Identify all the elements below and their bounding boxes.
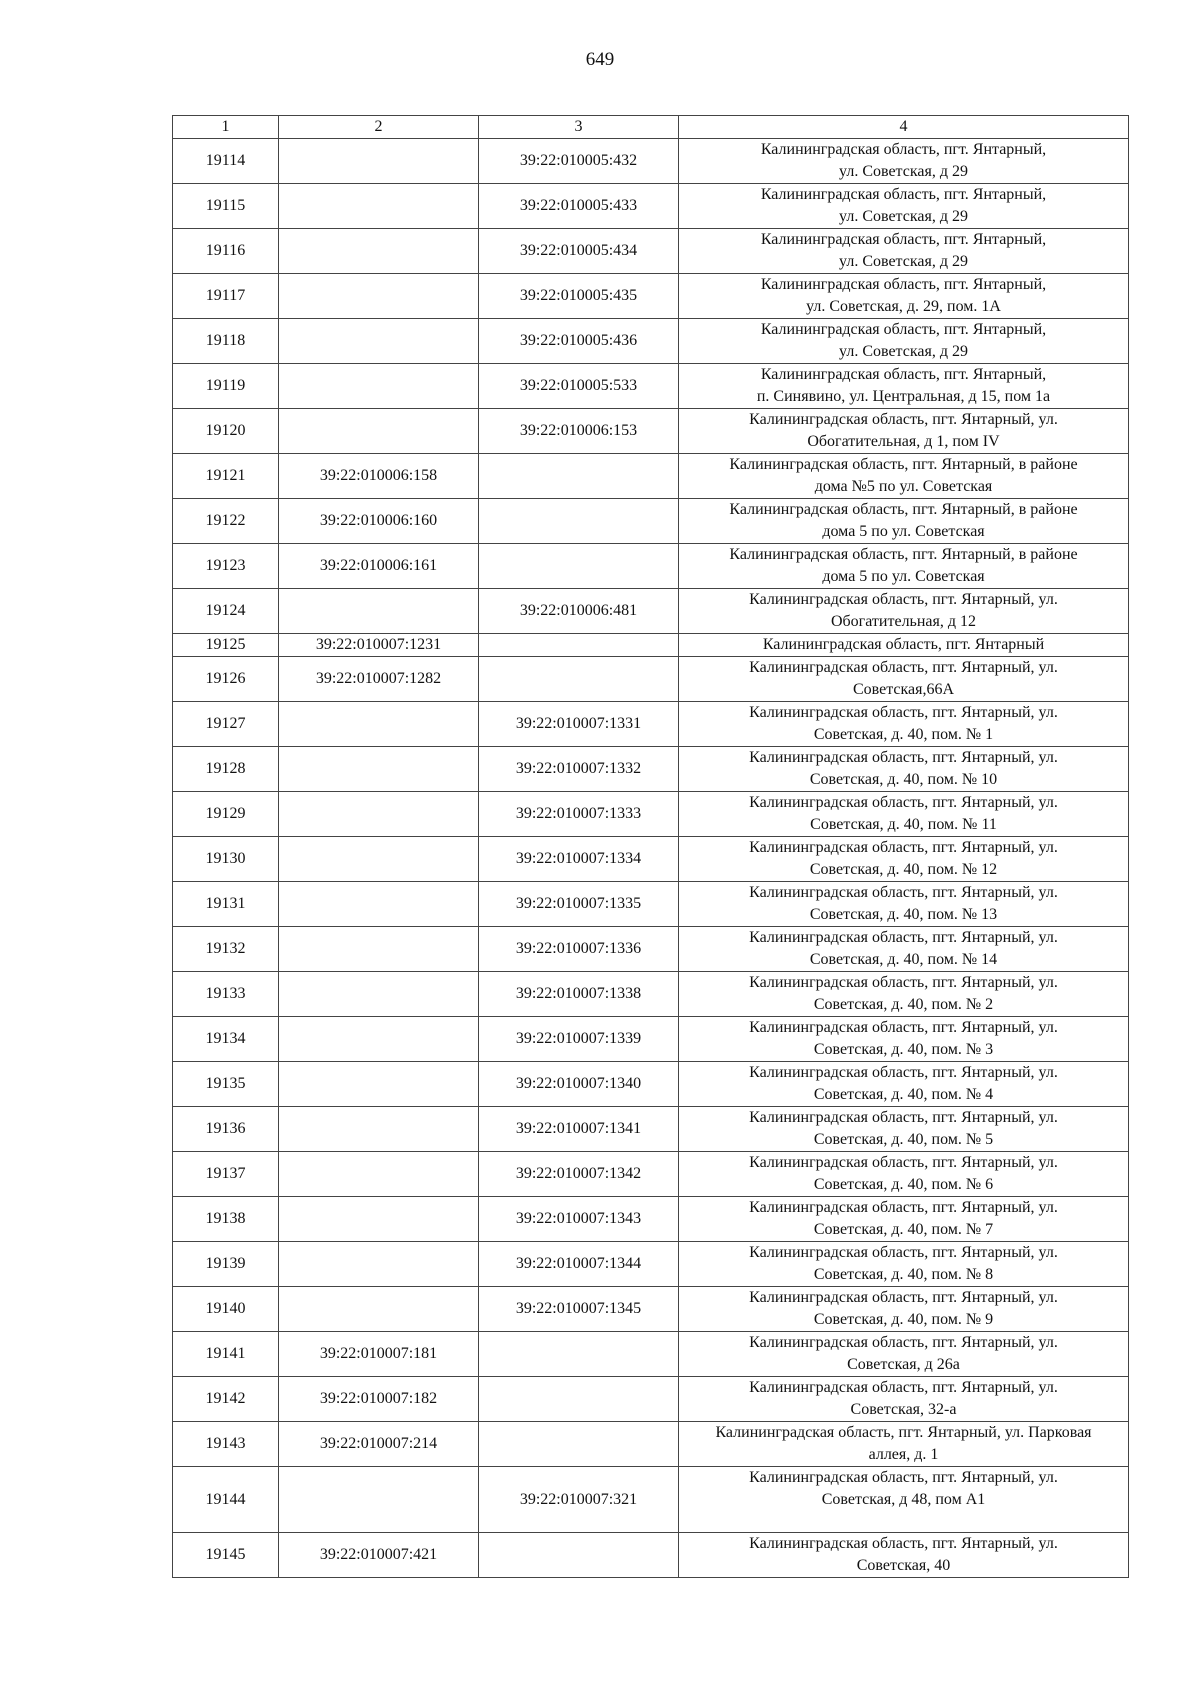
address-line-1: Калининградская область, пгт. Янтарный, ул. bbox=[749, 1379, 1058, 1396]
cadastral-number-col2: 39:22:010007:421 bbox=[279, 1533, 479, 1578]
table-row bbox=[173, 1242, 1129, 1287]
cadastral-number-col3 bbox=[479, 499, 679, 544]
cadastral-number-col2 bbox=[279, 1197, 479, 1242]
cadastral-number-col2 bbox=[279, 837, 479, 882]
address-cell bbox=[679, 882, 1129, 927]
table-row bbox=[173, 747, 1129, 792]
header-col-1: 1 bbox=[173, 116, 279, 139]
row-number: 19144 bbox=[173, 1467, 279, 1533]
cadastral-number-col3: 39:22:010007:1335 bbox=[479, 882, 679, 927]
cadastral-number-col3: 39:22:010006:153 bbox=[479, 409, 679, 454]
address-line-1: Калининградская область, пгт. Янтарный, ул. bbox=[749, 659, 1058, 676]
cadastral-number-col3: 39:22:010007:1333 bbox=[479, 792, 679, 837]
row-number: 19134 bbox=[173, 1017, 279, 1062]
table-row bbox=[173, 139, 1129, 184]
row-number: 19115 bbox=[173, 184, 279, 229]
address-line-1: Калининградская область, пгт. Янтарный, bbox=[760, 366, 1047, 383]
cadastral-number-col2 bbox=[279, 274, 479, 319]
row-number: 19141 bbox=[173, 1332, 279, 1377]
row-number: 19116 bbox=[173, 229, 279, 274]
table-row bbox=[173, 364, 1129, 409]
table-row bbox=[173, 1533, 1129, 1578]
header-row bbox=[173, 116, 1129, 139]
cadastral-number-col2 bbox=[279, 1467, 479, 1533]
row-number: 19130 bbox=[173, 837, 279, 882]
cadastral-number-col2 bbox=[279, 229, 479, 274]
address-cell bbox=[679, 139, 1129, 184]
address-line-1: Калининградская область, пгт. Янтарный, ул. bbox=[749, 704, 1058, 721]
cadastral-number-col3: 39:22:010005:436 bbox=[479, 319, 679, 364]
address-line-1: Калининградская область, пгт. Янтарный, ул. bbox=[749, 1199, 1058, 1216]
address-cell bbox=[679, 1062, 1129, 1107]
address-cell bbox=[679, 792, 1129, 837]
cadastral-number-col3: 39:22:010007:1331 bbox=[479, 702, 679, 747]
address-line-1: Калининградская область, пгт. Янтарный, в районе bbox=[729, 456, 1078, 473]
row-number: 19136 bbox=[173, 1107, 279, 1152]
table-row bbox=[173, 229, 1129, 274]
cadastral-number-col3: 39:22:010006:481 bbox=[479, 589, 679, 634]
cadastral-number-col3: 39:22:010005:434 bbox=[479, 229, 679, 274]
cadastral-number-col2 bbox=[279, 882, 479, 927]
cadastral-number-col2 bbox=[279, 1242, 479, 1287]
address-line-2: Советская, д. 40, пом. № 3 bbox=[813, 1041, 994, 1058]
cadastral-number-col2 bbox=[279, 589, 479, 634]
cadastral-number-col2: 39:22:010007:182 bbox=[279, 1377, 479, 1422]
address-cell bbox=[679, 837, 1129, 882]
page-number: 649 bbox=[585, 49, 615, 70]
address-line-1: Калининградская область, пгт. Янтарный bbox=[762, 636, 1045, 653]
address-line-2: Советская,66А bbox=[852, 681, 955, 698]
address-line-1: Калининградская область, пгт. Янтарный, ул. bbox=[749, 591, 1058, 608]
cadastral-number-col3: 39:22:010005:432 bbox=[479, 139, 679, 184]
table-row bbox=[173, 702, 1129, 747]
address-line-2: Советская, д. 40, пом. № 1 bbox=[813, 726, 994, 743]
address-cell bbox=[679, 1422, 1129, 1467]
row-number: 19133 bbox=[173, 972, 279, 1017]
cadastral-number-col3: 39:22:010007:321 bbox=[479, 1467, 679, 1533]
row-number: 19118 bbox=[173, 319, 279, 364]
cadastral-number-col3 bbox=[479, 657, 679, 702]
address-cell bbox=[679, 1242, 1129, 1287]
table-row bbox=[173, 274, 1129, 319]
row-number: 19114 bbox=[173, 139, 279, 184]
address-line-2: Советская, д. 40, пом. № 12 bbox=[809, 861, 998, 878]
row-number: 19129 bbox=[173, 792, 279, 837]
cadastral-number-col3: 39:22:010007:1340 bbox=[479, 1062, 679, 1107]
address-line-2: Советская, д. 40, пом. № 7 bbox=[813, 1221, 994, 1238]
cadastral-number-col2: 39:22:010007:1231 bbox=[279, 634, 479, 657]
table-row bbox=[173, 927, 1129, 972]
address-cell bbox=[679, 319, 1129, 364]
cadastral-number-col2: 39:22:010007:181 bbox=[279, 1332, 479, 1377]
address-cell bbox=[679, 702, 1129, 747]
cadastral-number-col3: 39:22:010005:433 bbox=[479, 184, 679, 229]
cadastral-number-col3 bbox=[479, 1422, 679, 1467]
table-row bbox=[173, 544, 1129, 589]
address-line-1: Калининградская область, пгт. Янтарный, ул. Парковая bbox=[715, 1424, 1092, 1441]
cadastral-number-col3: 39:22:010007:1339 bbox=[479, 1017, 679, 1062]
cadastral-number-col3: 39:22:010007:1332 bbox=[479, 747, 679, 792]
cadastral-number-col2 bbox=[279, 702, 479, 747]
cadastral-number-col2 bbox=[279, 792, 479, 837]
cadastral-number-col2 bbox=[279, 319, 479, 364]
address-line-2: ул. Советская, д 29 bbox=[839, 208, 968, 225]
cadastral-number-col3: 39:22:010007:1336 bbox=[479, 927, 679, 972]
address-line-2: п. Синявино, ул. Центральная, д 15, пом 1а bbox=[756, 388, 1051, 405]
address-line-2: ул. Советская, д 29 bbox=[839, 343, 968, 360]
address-cell bbox=[679, 499, 1129, 544]
row-number: 19139 bbox=[173, 1242, 279, 1287]
table-row bbox=[173, 184, 1129, 229]
cadastral-number-col2 bbox=[279, 364, 479, 409]
row-number: 19123 bbox=[173, 544, 279, 589]
address-line-2: Советская, д. 40, пом. № 10 bbox=[809, 771, 998, 788]
cadastral-number-col2 bbox=[279, 1107, 479, 1152]
cadastral-number-col3: 39:22:010007:1343 bbox=[479, 1197, 679, 1242]
cadastral-number-col2: 39:22:010007:214 bbox=[279, 1422, 479, 1467]
row-number: 19124 bbox=[173, 589, 279, 634]
table-row bbox=[173, 1017, 1129, 1062]
cadastral-number-col3 bbox=[479, 544, 679, 589]
address-line-1: Калининградская область, пгт. Янтарный, ул. bbox=[749, 1019, 1058, 1036]
table-row bbox=[173, 972, 1129, 1017]
cadastral-number-col2 bbox=[279, 139, 479, 184]
address-cell bbox=[679, 1533, 1129, 1578]
address-line-2: аллея, д. 1 bbox=[868, 1446, 939, 1463]
address-line-1: Калининградская область, пгт. Янтарный, ул. bbox=[749, 749, 1058, 766]
cadastral-number-col3 bbox=[479, 634, 679, 657]
address-cell bbox=[679, 409, 1129, 454]
table-row bbox=[173, 409, 1129, 454]
address-line-2: Советская, д 26а bbox=[847, 1356, 960, 1373]
row-number: 19122 bbox=[173, 499, 279, 544]
address-line-2: Советская, д. 40, пом. № 8 bbox=[813, 1266, 994, 1283]
address-line-2: дома №5 по ул. Советская bbox=[814, 478, 993, 495]
row-number: 19138 bbox=[173, 1197, 279, 1242]
registry-table bbox=[172, 115, 1129, 1578]
row-number: 19119 bbox=[173, 364, 279, 409]
address-line-1: Калининградская область, пгт. Янтарный, ул. bbox=[749, 1064, 1058, 1081]
address-line-2: Советская, д. 40, пом. № 9 bbox=[813, 1311, 994, 1328]
address-cell bbox=[679, 1107, 1129, 1152]
row-number: 19131 bbox=[173, 882, 279, 927]
address-line-2: ул. Советская, д 29 bbox=[839, 253, 968, 270]
address-cell bbox=[679, 1287, 1129, 1332]
address-line-1: Калининградская область, пгт. Янтарный, ул. bbox=[749, 1109, 1058, 1126]
address-cell bbox=[679, 229, 1129, 274]
row-number: 19143 bbox=[173, 1422, 279, 1467]
cadastral-number-col3: 39:22:010007:1334 bbox=[479, 837, 679, 882]
table-row bbox=[173, 1332, 1129, 1377]
address-line-1: Калининградская область, пгт. Янтарный, ул. bbox=[749, 1334, 1058, 1351]
address-line-2: Советская, д. 40, пом. № 2 bbox=[813, 996, 994, 1013]
table-row bbox=[173, 1377, 1129, 1422]
row-number: 19126 bbox=[173, 657, 279, 702]
address-cell bbox=[679, 274, 1129, 319]
cadastral-number-col3: 39:22:010005:435 bbox=[479, 274, 679, 319]
address-line-2: Советская, д. 40, пом. № 6 bbox=[813, 1176, 994, 1193]
row-number: 19137 bbox=[173, 1152, 279, 1197]
address-line-2: дома 5 по ул. Советская bbox=[822, 568, 985, 585]
address-cell bbox=[679, 927, 1129, 972]
address-cell bbox=[679, 1017, 1129, 1062]
address-line-1: Калининградская область, пгт. Янтарный, ул. bbox=[749, 1244, 1058, 1261]
header-col-4: 4 bbox=[679, 116, 1129, 139]
address-cell bbox=[679, 1377, 1129, 1422]
header-col-3: 3 bbox=[479, 116, 679, 139]
address-line-2: Советская, д 48, пом А1 bbox=[821, 1491, 986, 1508]
address-line-1: Калининградская область, пгт. Янтарный, bbox=[760, 276, 1047, 293]
address-line-1: Калининградская область, пгт. Янтарный, ул. bbox=[749, 929, 1058, 946]
address-line-1: Калининградская область, пгт. Янтарный, bbox=[760, 231, 1047, 248]
row-number: 19117 bbox=[173, 274, 279, 319]
address-line-1: Калининградская область, пгт. Янтарный, ул. bbox=[749, 1154, 1058, 1171]
address-cell bbox=[679, 1467, 1129, 1533]
cadastral-number-col3: 39:22:010007:1344 bbox=[479, 1242, 679, 1287]
header-col-2: 2 bbox=[279, 116, 479, 139]
cadastral-number-col2 bbox=[279, 747, 479, 792]
table-row bbox=[173, 634, 1129, 657]
address-line-2: дома 5 по ул. Советская bbox=[822, 523, 985, 540]
cadastral-number-col2 bbox=[279, 184, 479, 229]
cadastral-number-col2 bbox=[279, 1017, 479, 1062]
table-row bbox=[173, 1467, 1129, 1533]
cadastral-number-col3: 39:22:010007:1345 bbox=[479, 1287, 679, 1332]
address-line-1: Калининградская область, пгт. Янтарный, ул. bbox=[749, 411, 1058, 428]
address-line-1: Калининградская область, пгт. Янтарный, ул. bbox=[749, 794, 1058, 811]
row-number: 19120 bbox=[173, 409, 279, 454]
table-row bbox=[173, 499, 1129, 544]
cadastral-number-col2 bbox=[279, 927, 479, 972]
address-line-1: Калининградская область, пгт. Янтарный, в районе bbox=[729, 501, 1078, 518]
address-line-2: Советская, д. 40, пом. № 5 bbox=[813, 1131, 994, 1148]
table-body bbox=[173, 139, 1129, 1578]
table-row bbox=[173, 792, 1129, 837]
row-number: 19121 bbox=[173, 454, 279, 499]
address-cell bbox=[679, 657, 1129, 702]
row-number: 19127 bbox=[173, 702, 279, 747]
table-row bbox=[173, 657, 1129, 702]
cadastral-number-col3 bbox=[479, 454, 679, 499]
address-line-1: Калининградская область, пгт. Янтарный, ул. bbox=[749, 1289, 1058, 1306]
address-cell bbox=[679, 634, 1129, 657]
address-line-1: Калининградская область, пгт. Янтарный, bbox=[760, 141, 1047, 158]
address-line-1: Калининградская область, пгт. Янтарный, bbox=[760, 321, 1047, 338]
table-row bbox=[173, 1062, 1129, 1107]
address-cell bbox=[679, 589, 1129, 634]
cadastral-number-col2: 39:22:010007:1282 bbox=[279, 657, 479, 702]
table-row bbox=[173, 319, 1129, 364]
cadastral-number-col2 bbox=[279, 409, 479, 454]
cadastral-number-col2 bbox=[279, 1152, 479, 1197]
address-cell bbox=[679, 1197, 1129, 1242]
address-cell bbox=[679, 364, 1129, 409]
cadastral-number-col3 bbox=[479, 1533, 679, 1578]
row-number: 19125 bbox=[173, 634, 279, 657]
address-line-2: Советская, д. 40, пом. № 4 bbox=[813, 1086, 994, 1103]
table-row bbox=[173, 1422, 1129, 1467]
row-number: 19132 bbox=[173, 927, 279, 972]
row-number: 19128 bbox=[173, 747, 279, 792]
address-line-2: ул. Советская, д 29 bbox=[839, 163, 968, 180]
table-row bbox=[173, 1287, 1129, 1332]
cadastral-number-col2 bbox=[279, 972, 479, 1017]
address-line-2: Советская, 32-а bbox=[850, 1401, 957, 1418]
table-row bbox=[173, 1107, 1129, 1152]
address-cell bbox=[679, 544, 1129, 589]
address-line-1: Калининградская область, пгт. Янтарный, ул. bbox=[749, 1535, 1058, 1552]
cadastral-number-col2: 39:22:010006:161 bbox=[279, 544, 479, 589]
address-cell bbox=[679, 747, 1129, 792]
address-cell bbox=[679, 454, 1129, 499]
address-line-2: Советская, д. 40, пом. № 13 bbox=[809, 906, 998, 923]
address-cell bbox=[679, 1152, 1129, 1197]
address-cell bbox=[679, 1332, 1129, 1377]
row-number: 19135 bbox=[173, 1062, 279, 1107]
cadastral-number-col2 bbox=[279, 1062, 479, 1107]
address-line-1: Калининградская область, пгт. Янтарный, ул. bbox=[749, 1469, 1058, 1486]
cadastral-number-col2: 39:22:010006:160 bbox=[279, 499, 479, 544]
row-number: 19140 bbox=[173, 1287, 279, 1332]
address-line-1: Калининградская область, пгт. Янтарный, ул. bbox=[749, 974, 1058, 991]
cadastral-number-col3: 39:22:010007:1338 bbox=[479, 972, 679, 1017]
address-line-2: Обогатительная, д 12 bbox=[830, 613, 977, 630]
table-row bbox=[173, 1152, 1129, 1197]
address-line-2: Советская, д. 40, пом. № 14 bbox=[809, 951, 998, 968]
address-line-2: ул. Советская, д. 29, пом. 1А bbox=[806, 298, 1001, 315]
address-line-1: Калининградская область, пгт. Янтарный, в районе bbox=[729, 546, 1078, 563]
address-line-1: Калининградская область, пгт. Янтарный, ул. bbox=[749, 884, 1058, 901]
table-row bbox=[173, 882, 1129, 927]
address-cell bbox=[679, 972, 1129, 1017]
address-cell bbox=[679, 184, 1129, 229]
cadastral-number-col3: 39:22:010007:1341 bbox=[479, 1107, 679, 1152]
cadastral-number-col3 bbox=[479, 1377, 679, 1422]
cadastral-number-col3 bbox=[479, 1332, 679, 1377]
cadastral-number-col3: 39:22:010007:1342 bbox=[479, 1152, 679, 1197]
table-row bbox=[173, 1197, 1129, 1242]
address-line-2: Обогатительная, д 1, пом IV bbox=[807, 433, 1000, 450]
cadastral-number-col2 bbox=[279, 1287, 479, 1332]
row-number: 19145 bbox=[173, 1533, 279, 1578]
row-number: 19142 bbox=[173, 1377, 279, 1422]
cadastral-number-col3: 39:22:010005:533 bbox=[479, 364, 679, 409]
table-row bbox=[173, 454, 1129, 499]
table-row bbox=[173, 589, 1129, 634]
address-line-2: Советская, д. 40, пом. № 11 bbox=[810, 816, 997, 833]
address-line-2: Советская, 40 bbox=[856, 1557, 951, 1574]
table-row bbox=[173, 837, 1129, 882]
address-line-1: Калининградская область, пгт. Янтарный, bbox=[760, 186, 1047, 203]
address-line-1: Калининградская область, пгт. Янтарный, ул. bbox=[749, 839, 1058, 856]
cadastral-number-col2: 39:22:010006:158 bbox=[279, 454, 479, 499]
